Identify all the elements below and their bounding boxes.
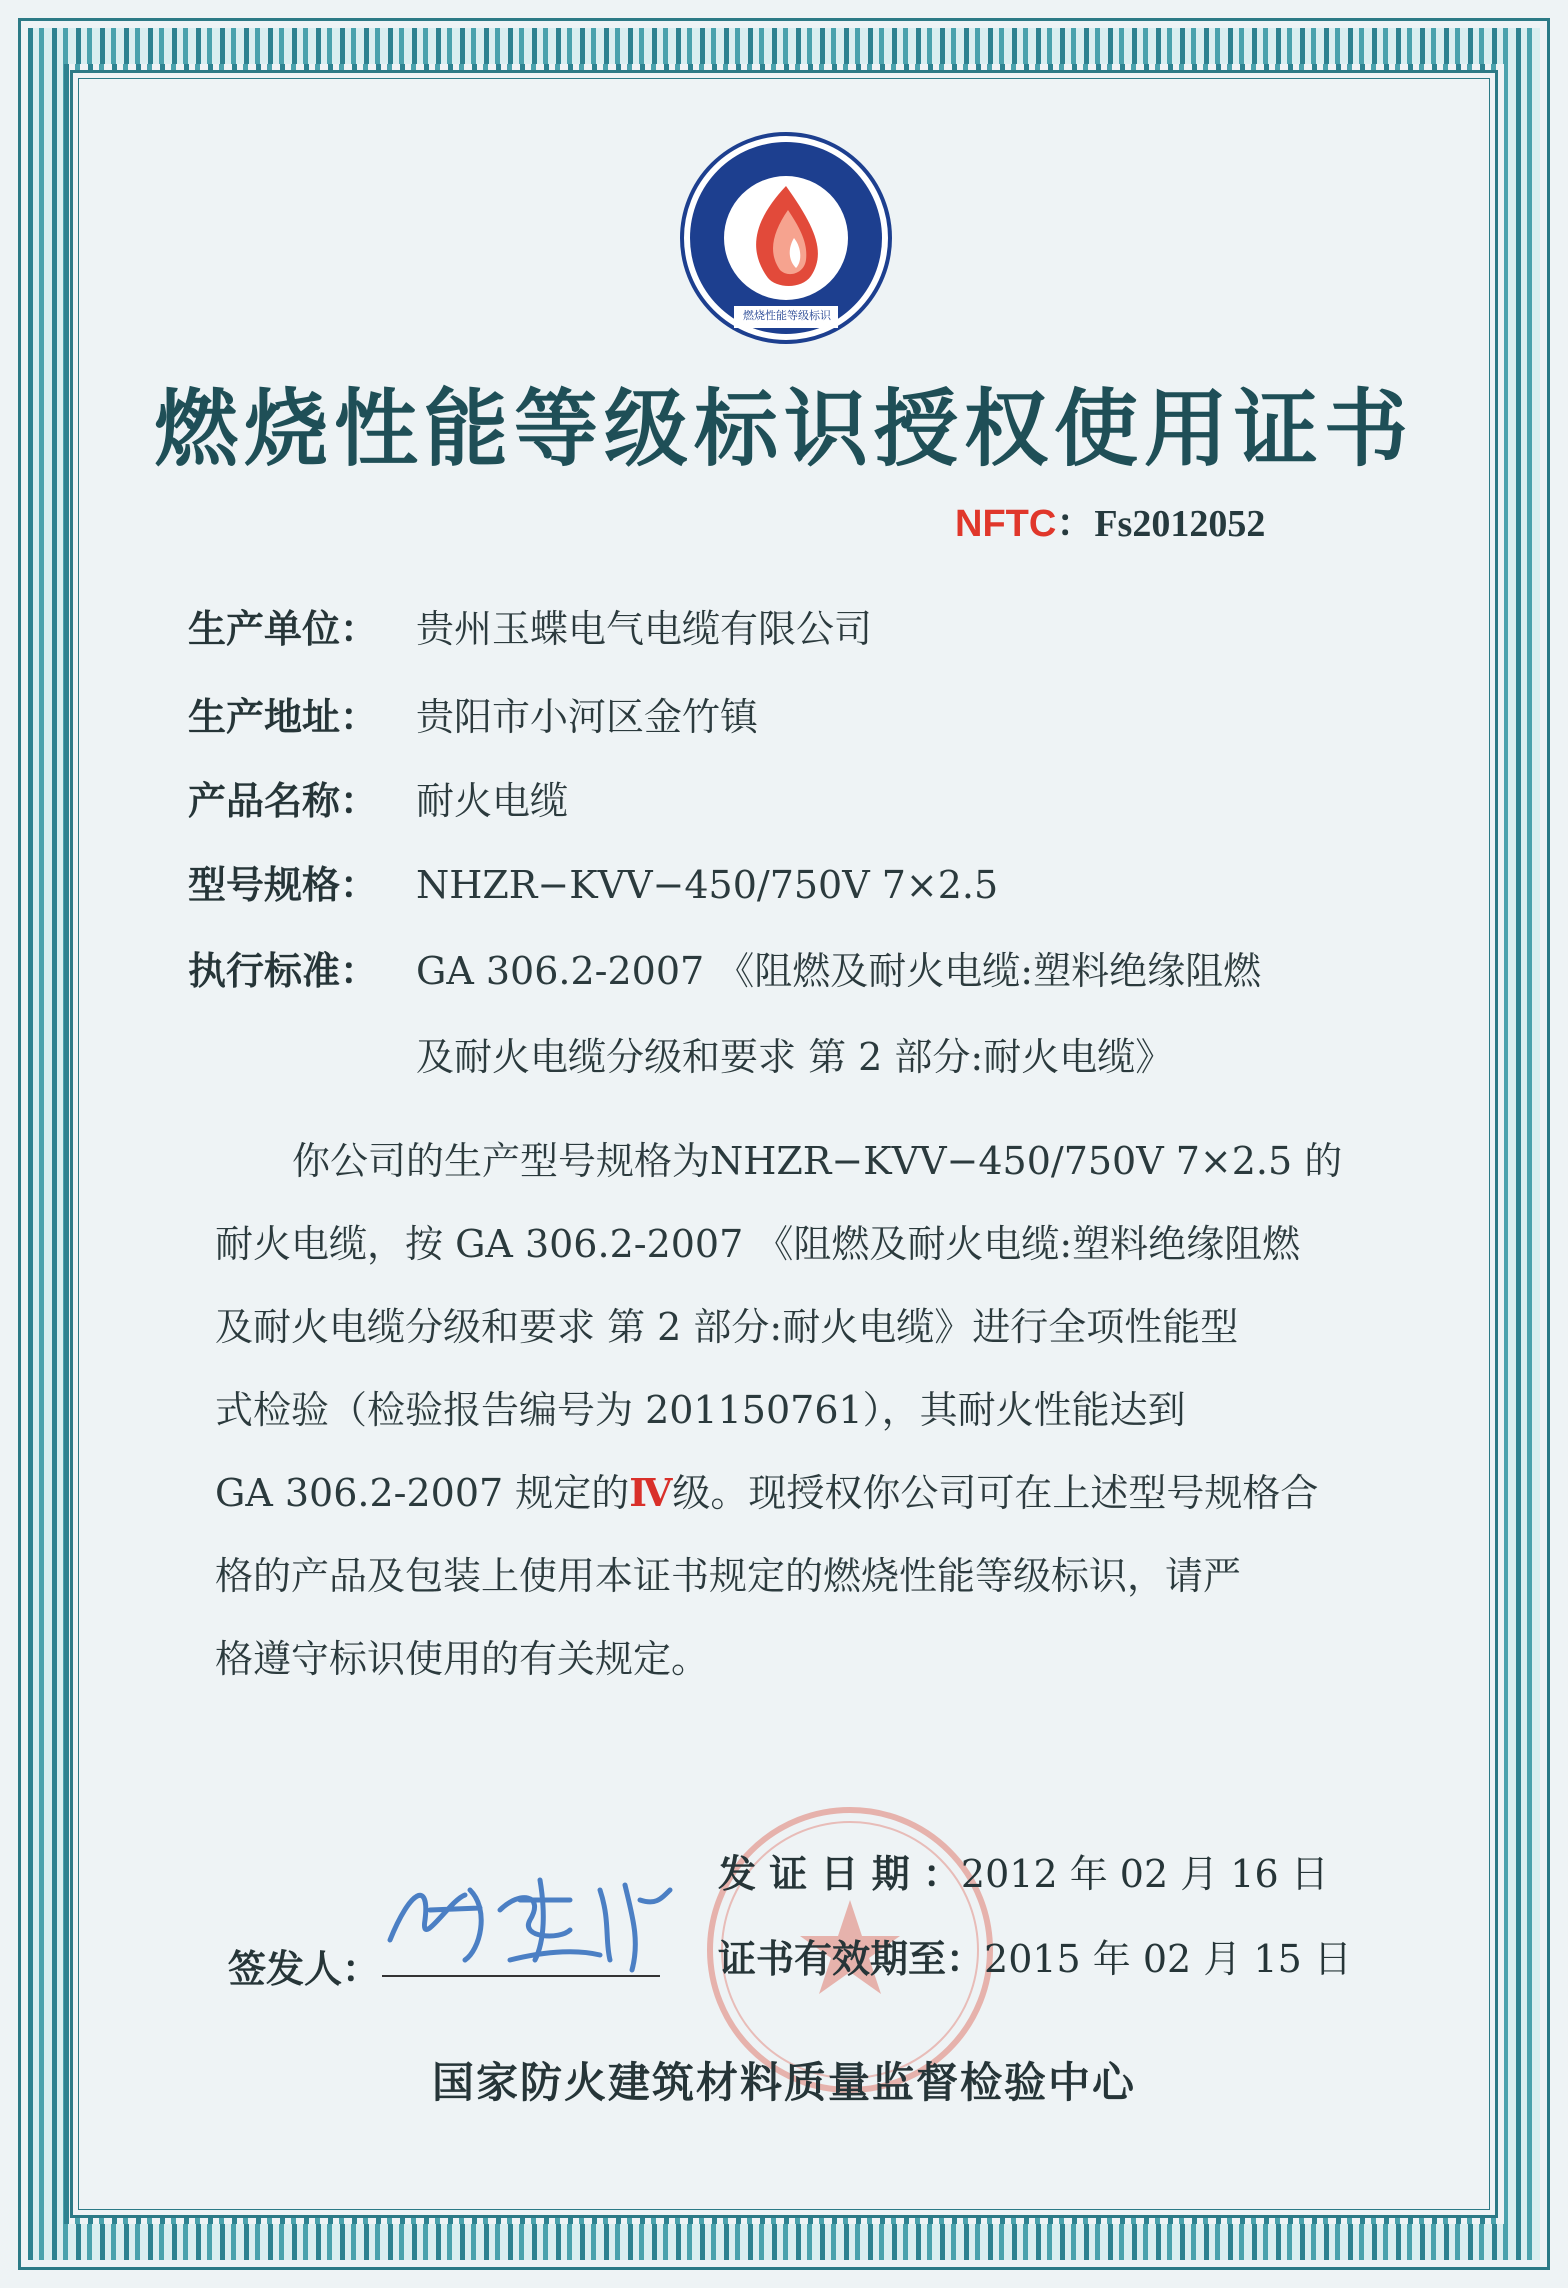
page-title: 燃烧性能等级标识授权使用证书 [153,380,1414,478]
field-address: 生产地址： 贵阳市小河区金竹镇 [188,695,759,739]
cert-number-value: Fs2012052 [1094,503,1266,545]
issue-date: 发 证 日 期 ：2012 年 02 月 16 日 [718,1852,1329,1896]
body-line-6: 格的产品及包装上使用本证书规定的燃烧性能等级标识，请严 [215,1554,1242,1598]
body-line-5: GA 306.2-2007 规定的Ⅳ级。现授权你公司可在上述型号规格合 [215,1470,1319,1515]
body-line-1: 你公司的生产型号规格为NHZR−KVV−450/750V 7×2.5 的 [292,1139,1343,1183]
body-line-7: 格遵守标识使用的有关规定。 [215,1637,710,1681]
logo-caption: 燃烧性能等级标识 [743,309,831,322]
cert-prefix: NFTC [955,503,1057,545]
field-product-name: 产品名称： 耐火电缆 [188,779,569,823]
expiry-date: 证书有效期至：2015 年 02 月 15 日 [718,1937,1352,1981]
certificate-number: NFTC：Fs2012052 [955,503,1266,545]
body-line-4: 式检验（检验报告编号为 201150761），其耐火性能达到 [215,1388,1186,1432]
signer-label: 签发人： [228,1947,381,1991]
signature-line [382,1975,660,1977]
grade-roman: Ⅳ [629,1470,673,1515]
field-standard-continued: 及耐火电缆分级和要求 第 2 部分:耐火电缆》 [416,1035,1174,1079]
body-line-3: 及耐火电缆分级和要求 第 2 部分:耐火电缆》进行全项性能型 [215,1305,1239,1349]
body-line-2: 耐火电缆，按 GA 306.2-2007 《阻燃及耐火电缆:塑料绝缘阻燃 [215,1222,1301,1266]
field-standard: 执行标准： GA 306.2-2007 《阻燃及耐火电缆:塑料绝缘阻燃 [188,949,1262,993]
field-manufacturer: 生产单位： 贵州玉蝶电气电缆有限公司 [188,607,873,651]
signature [370,1860,690,1980]
issuing-authority: 国家防火建筑材料质量监督检验中心 [431,2058,1136,2107]
field-model: 型号规格： NHZR−KVV−450/750V 7×2.5 [188,863,999,907]
